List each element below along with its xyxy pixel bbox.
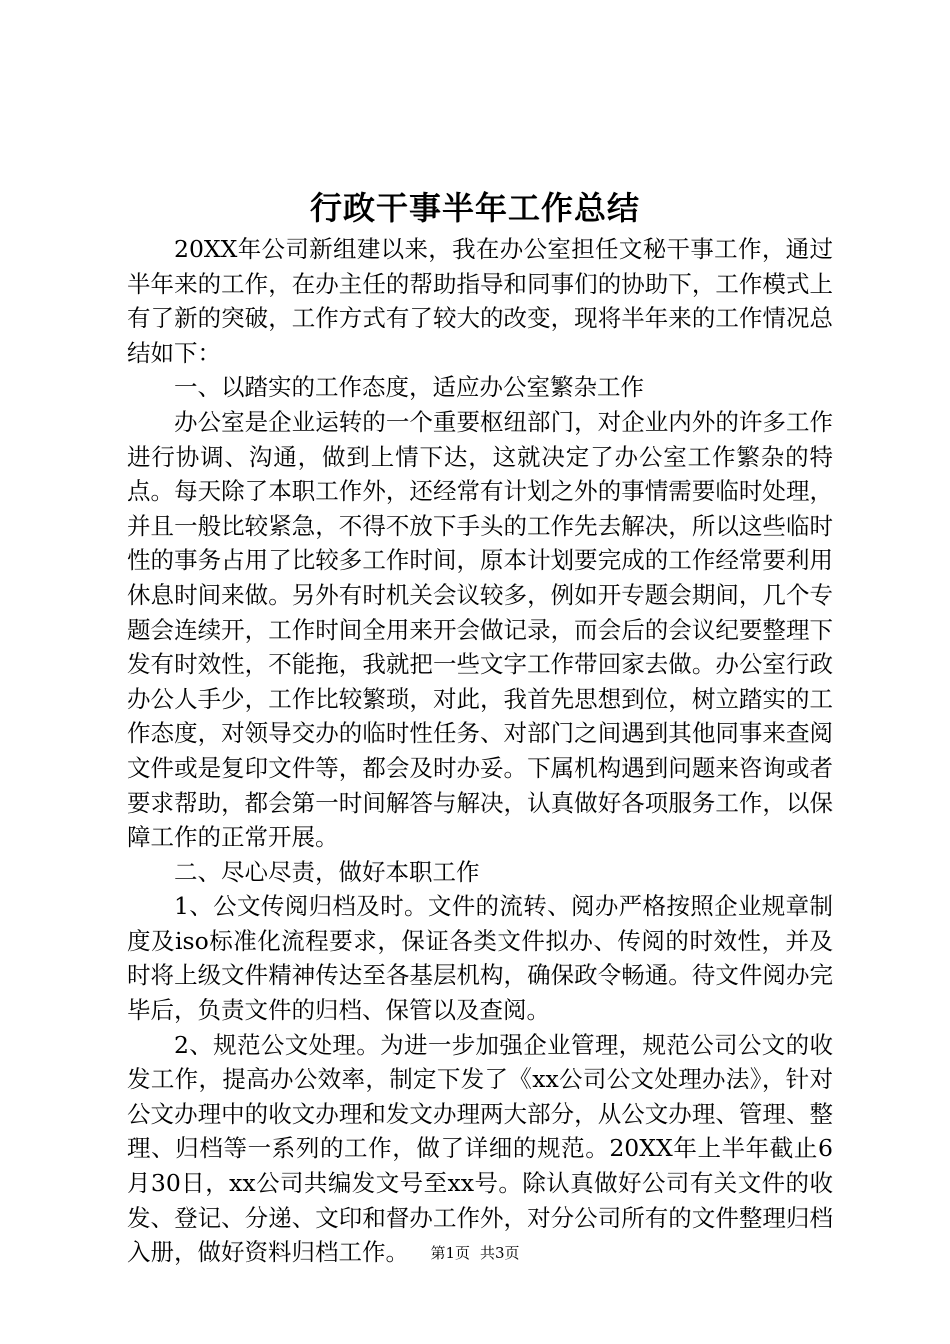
document-title: 行政干事半年工作总结 xyxy=(309,189,640,227)
item-1-paragraph: 1、公文传阅归档及时。文件的流转、阅办严格按照企业规章制度及iso标准化流程要求，保证各类文件拟办、传阅的时效性，并及时将上级文件精神传达至各基层机构，确保政令畅通。待文件阅办完毕后，负责文件的归档、保管以及查阅。 xyxy=(127,892,833,1025)
section-heading-2: 二、尽心尽责，做好本职工作 xyxy=(174,857,480,886)
item-2-paragraph: 2、规范公文处理。为进一步加强企业管理，规范公司公文的收发工作，提高办公效率，制定下发了《xx公司公文处理办法》，针对公文办理中的收文办理和发文办理两大部分，从公文办理、管理、整理、归档等一系列的工作，做了详细的规范。20XX年上半年截止6月30日，xx公司共编发文号至xx号。除认真做好公司有关文件的收发、登记、分递、文印和督办工作外，对分公司所有的文件整理归档入册，做好资料归档工作。 xyxy=(127,1030,833,1267)
section-heading-1: 一、以踏实的工作态度，适应办公室繁杂工作 xyxy=(174,373,644,402)
intro-paragraph: 20XX年公司新组建以来，我在办公室担任文秘干事工作，通过半年来的工作，在办主任的帮助指导和同事们的协助下，工作模式上有了新的突破，工作方式有了较大的改变，现将半年来的工作情况总结如下： xyxy=(127,235,833,367)
page-number-total: 共3页 xyxy=(480,1244,520,1262)
document-body xyxy=(127,232,833,1270)
section-1-paragraph: 办公室是企业运转的一个重要枢纽部门，对企业内外的许多工作进行协调、沟通，做到上情下达，这就决定了办公室工作繁杂的特点。每天除了本职工作外，还经常有计划之外的事情需要临时处理，并且一般比较紧急，不得不放下手头的工作先去解决，所以这些临时性的事务占用了比较多工作时间，原本计划要完成的工作经常要利用休息时间来做。另外有时机关会议较多，例如开专题会期间，几个专题会连续开，工作时间全用来开会做记录，而会后的会议纪要整理下发有时效性，不能拖，我就把一些文字工作带回家去做。办公室行政办公人手少，工作比较繁琐，对此，我首先思想到位，树立踏实的工作态度，对领导交办的临时性任务、对部门之间遇到其他同事来查阅文件或是复印文件等，都会及时办妥。下属机构遇到问题来咨询或者要求帮助，都会第一时间解答与解决，认真做好各项服务工作，以保障工作的正常开展。 xyxy=(127,407,833,852)
page-footer xyxy=(0,1241,950,1265)
page-number-current: 第1页 xyxy=(430,1244,470,1262)
